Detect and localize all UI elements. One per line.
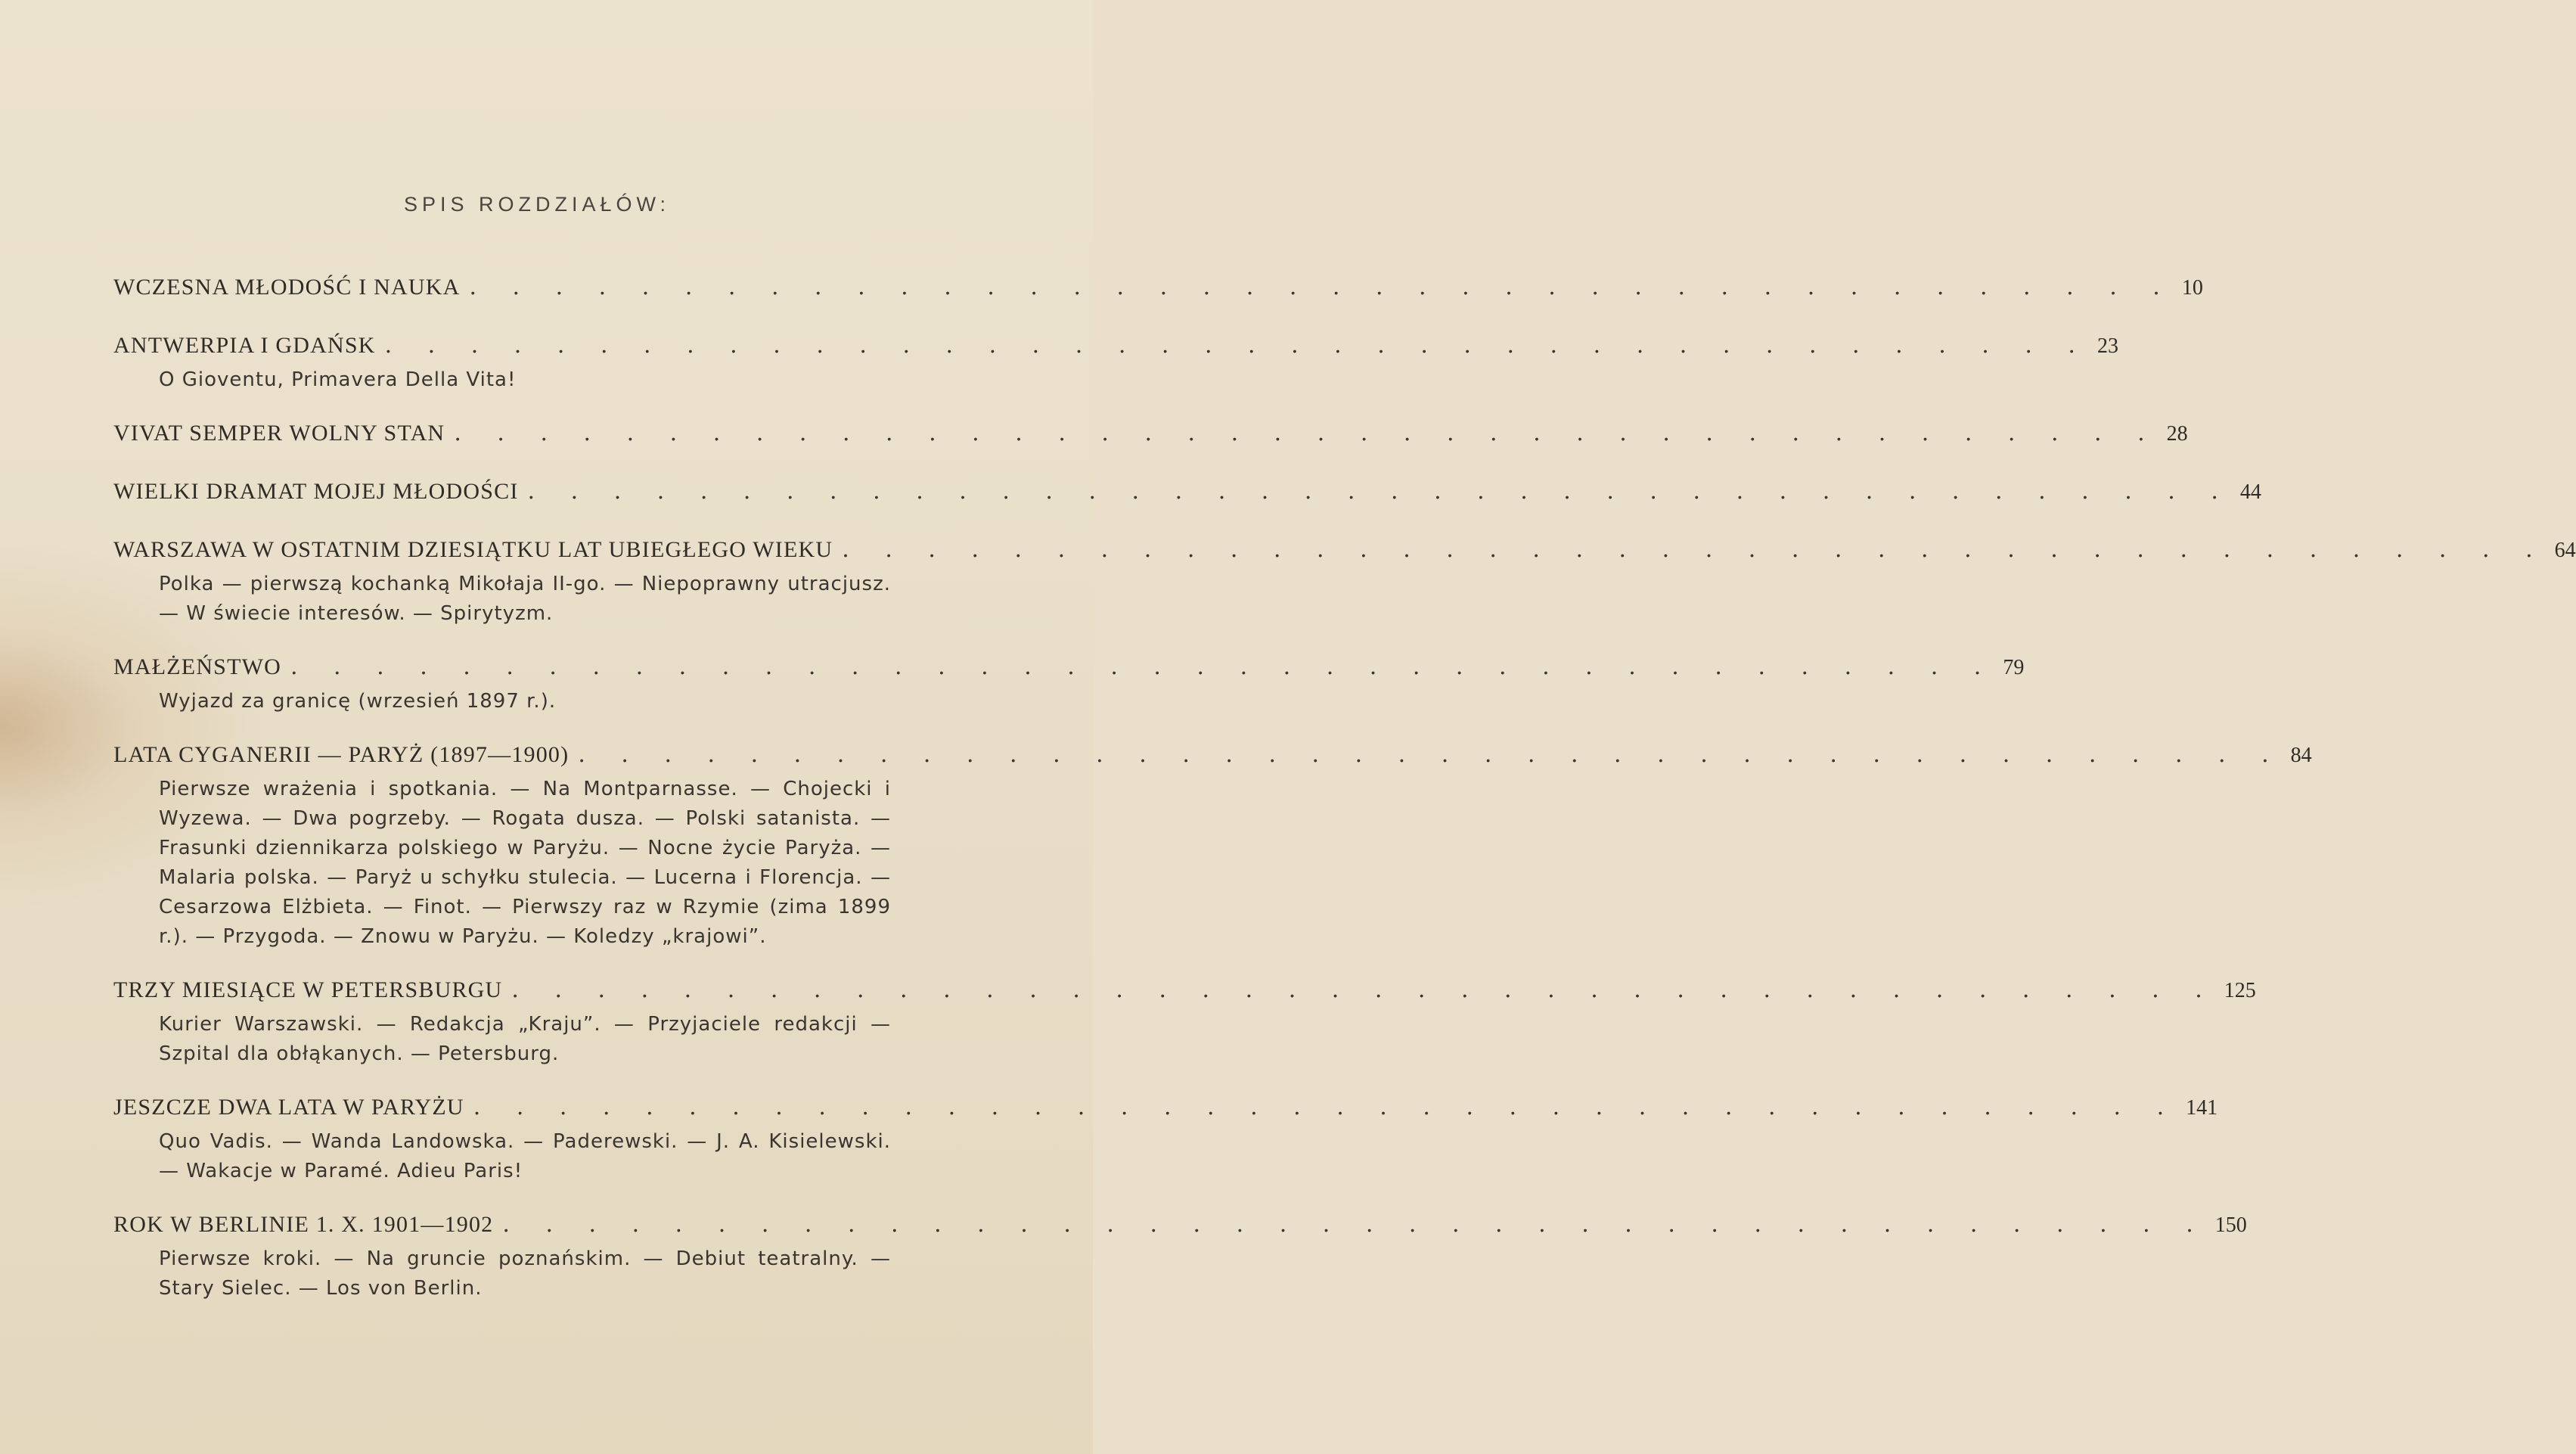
page-number: 10 bbox=[2181, 276, 2203, 300]
chapter-title: ANTWERPIA I GDAŃSK bbox=[113, 333, 376, 358]
page-number: 23 bbox=[2096, 334, 2118, 358]
page-number: 79 bbox=[2003, 656, 2025, 679]
dot-leader: . . . . . . . . . . . . . . . . . . . . . . . . . . . . . . . . . . . . . . . . bbox=[502, 1211, 2208, 1238]
page-number: 64 bbox=[2554, 539, 2576, 562]
toc-entry-head bbox=[113, 1211, 2247, 1244]
toc-entry-head bbox=[113, 741, 2312, 775]
chapter-subtopics: O Gioventu, Primavera Della Vita! bbox=[159, 368, 517, 391]
chapter-title: ROK W BERLINIE 1. X. 1901—1902 bbox=[113, 1212, 494, 1237]
toc-entry-head bbox=[113, 420, 2188, 453]
chapter-title: WIELKI DRAMAT MOJEJ MŁODOŚCI bbox=[113, 479, 519, 504]
dot-leader: . . . . . . . . . . . . . . . . . . . . . . . . . . . . . . . . . . . . . . . . bbox=[473, 1094, 2179, 1120]
page-number: 28 bbox=[2166, 422, 2188, 446]
toc-entry-head bbox=[113, 977, 2256, 1010]
chapter-title: JESZCZE DWA LATA W PARYŻU bbox=[113, 1095, 464, 1120]
dot-leader: . . . . . . . . . . . . . . . . . . . . . . . . . . . . . . . . . . . . . . . . bbox=[290, 654, 1996, 680]
chapter-title: TRZY MIESIĄCE W PETERSBURGU bbox=[113, 977, 503, 1002]
chapter-subtopics: Quo Vadis. — Wanda Landowska. — Paderewski. — J. A. Kisielewski. — Wakacje w Paramé. Adieu Paris! bbox=[159, 1130, 891, 1182]
dot-leader: . . . . . . . . . . . . . . . . . . . . . . . . . . . . . . . . . . . . . . . . bbox=[511, 977, 2217, 1003]
chapter-title: LATA CYGANERII — PARYŻ (1897—1900) bbox=[113, 742, 570, 767]
dot-leader: . . . . . . . . . . . . . . . . . . . . . . . . . . . . . . . . . . . . . . . . bbox=[454, 420, 2159, 446]
toc-entry bbox=[113, 1094, 2218, 1186]
page-number: 44 bbox=[2239, 480, 2261, 504]
chapter-subtopics: Kurier Warszawski. — Redakcja „Kraju”. — Przyjaciele redakcji — Szpital dla obłąkanych. — Petersburg. bbox=[159, 1013, 891, 1065]
toc-entry-head bbox=[113, 654, 2025, 687]
toc-entry bbox=[113, 654, 2025, 716]
toc-entry-head bbox=[113, 536, 2576, 570]
chapter-subtopics: Pierwsze wrażenia i spotkania. — Na Montparnasse. — Chojecki i Wyzewa. — Dwa pogrzeby. — Rogata dusza. — Polski satanista. — Frasunki dziennikarza polskiego w Paryżu. — Nocne życie Paryża. — Malaria polska. — Paryż u schyłku stulecia. — Lucerna i Florencja. — Cesarzowa Elżbieta. — Finot. — Pierwszy raz w Rzymie (zima 1899 r.). — Przygoda. — Znowu w Paryżu. — Koledzy „krajowi”. bbox=[159, 778, 891, 948]
toc-list bbox=[113, 274, 2576, 1328]
toc-entry-head bbox=[113, 274, 2203, 307]
toc-entry bbox=[113, 977, 2256, 1069]
toc-entry bbox=[113, 478, 2261, 511]
chapter-subtopics: Wyjazd za granicę (wrzesień 1897 r.). bbox=[159, 690, 557, 713]
toc-title: SPIS ROZDZIAŁÓW: bbox=[403, 193, 671, 216]
toc-entry bbox=[113, 1211, 2247, 1303]
toc-entry-head bbox=[113, 478, 2261, 511]
page-number: 141 bbox=[2186, 1096, 2218, 1120]
toc-entry-head bbox=[113, 1094, 2218, 1127]
toc-entry-head bbox=[113, 332, 2118, 365]
toc-entry bbox=[113, 536, 2576, 629]
dot-leader: . . . . . . . . . . . . . . . . . . . . . . . . . . . . . . . . . . . . . . . . bbox=[527, 478, 2233, 505]
chapter-title: WARSZAWA W OSTATNIM DZIESIĄTKU LAT UBIEGŁEGO WIEKU bbox=[113, 537, 833, 562]
dot-leader: . . . . . . . . . . . . . . . . . . . . . . . . . . . . . . . . . . . . . . . . bbox=[384, 332, 2090, 359]
chapter-title: WCZESNA MŁODOŚĆ I NAUKA bbox=[113, 275, 461, 300]
toc-entry bbox=[113, 420, 2188, 453]
page-number: 125 bbox=[2224, 979, 2256, 1002]
dot-leader: . . . . . . . . . . . . . . . . . . . . . . . . . . . . . . . . . . . . . . . . bbox=[469, 274, 2174, 300]
chapter-subtopics: Pierwsze kroki. — Na gruncie poznańskim. — Debiut teatralny. — Stary Sielec. — Los von Berlin. bbox=[159, 1247, 891, 1300]
toc-entry bbox=[113, 332, 2118, 395]
dot-leader: . . . . . . . . . . . . . . . . . . . . . . . . . . . . . . . . . . . . . . . . bbox=[578, 741, 2283, 768]
chapter-title: MAŁŻEŃSTWO bbox=[113, 654, 281, 679]
toc-entry bbox=[113, 741, 2312, 952]
page-number: 150 bbox=[2214, 1213, 2247, 1237]
chapter-subtopics: Polka — pierwszą kochanką Mikołaja II-go. — Niepoprawny utracjusz. — W świecie interesów. — Spirytyzm. bbox=[159, 573, 891, 625]
page-number: 84 bbox=[2290, 744, 2312, 767]
chapter-title: VIVAT SEMPER WOLNY STAN bbox=[113, 421, 445, 446]
toc-entry bbox=[113, 274, 2203, 307]
dot-leader: . . . . . . . . . . . . . . . . . . . . . . . . . . . . . . . . . . . . . . . . bbox=[842, 536, 2547, 563]
